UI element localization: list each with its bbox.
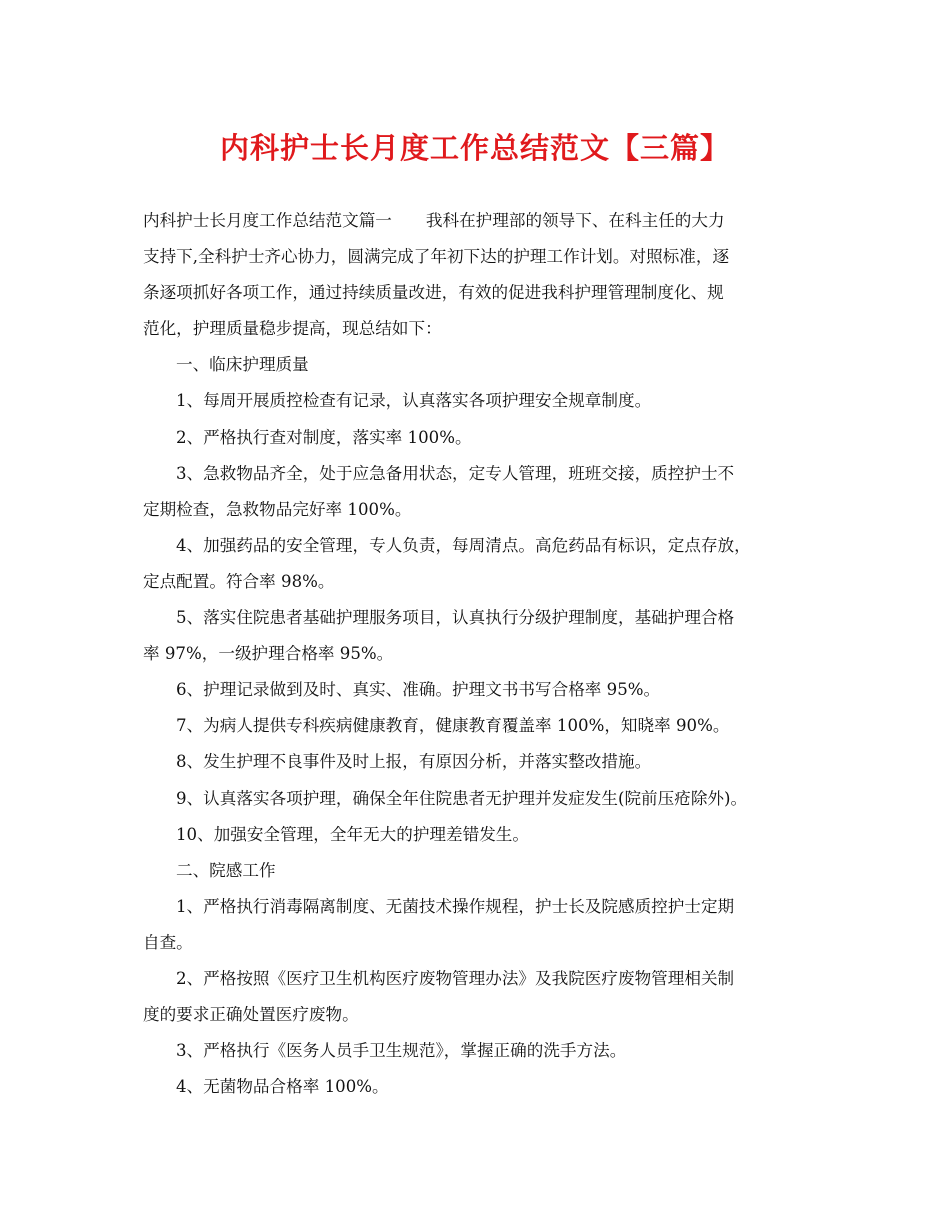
document-body: [143, 203, 813, 1105]
list-item-continuation: 定期检查，急救物品完好率 100%。: [143, 499, 412, 519]
list-item: 9、认真落实各项护理，确保全年住院患者无护理并发症发生(院前压疮除外)。: [176, 788, 748, 808]
list-item: 4、无菌物品合格率 100%。: [176, 1077, 389, 1097]
list-item: 7、为病人提供专科疾病健康教育，健康教育覆盖率 100%，知晓率 90%。: [176, 716, 730, 736]
section-heading: 二、院感工作: [176, 860, 276, 880]
list-item: 3、急救物品齐全，处于应急备用状态，定专人管理，班班交接，质控护士不: [176, 463, 735, 483]
list-item: 3、严格执行《医务人员手卫生规范》，掌握正确的洗手方法。: [176, 1041, 627, 1061]
list-item: 1、每周开展质控检查有记录，认真落实各项护理安全规章制度。: [176, 391, 652, 411]
document-title: 内科护士长月度工作总结范文【三篇】: [219, 131, 730, 165]
intro-line: 范化，护理质量稳步提高，现总结如下：: [143, 319, 442, 339]
list-item: 10、加强安全管理，全年无大的护理差错发生。: [176, 824, 529, 844]
intro-line: [143, 203, 813, 239]
intro-text: 我科在护理部的领导下、在科主任的大力: [425, 211, 725, 230]
list-item: 5、落实住院患者基础护理服务项目，认真执行分级护理制度，基础护理合格: [176, 608, 735, 628]
list-item: 1、严格执行消毒隔离制度、无菌技术操作规程，护士长及院感质控护士定期: [176, 896, 735, 916]
intro-line: 支持下,全科护士齐心协力，圆满完成了年初下达的护理工作计划。对照标准，逐: [143, 247, 730, 267]
list-item-continuation: 自查。: [143, 932, 193, 952]
list-item: 8、发生护理不良事件及时上报，有原因分析，并落实整改措施。: [176, 752, 652, 772]
section-heading: 一、临床护理质量: [176, 355, 309, 375]
list-item: 2、严格执行查对制度，落实率 100%。: [176, 427, 472, 447]
list-item-continuation: 度的要求正确处置医疗废物。: [143, 1005, 359, 1025]
intro-heading: 内科护士长月度工作总结范文篇一: [143, 211, 392, 230]
list-item: 2、严格按照《医疗卫生机构医疗废物管理办法》及我院医疗废物管理相关制: [176, 968, 735, 988]
list-item: 6、护理记录做到及时、真实、准确。护理文书书写合格率 95%。: [176, 680, 661, 700]
list-item: 4、加强药品的安全管理，专人负责，每周清点。高危药品有标识，定点存放，: [176, 535, 751, 555]
intro-line: 条逐项抓好各项工作，通过持续质量改进，有效的促进我科护理管理制度化、规: [143, 283, 724, 303]
list-item-continuation: 定点配置。符合率 98%。: [143, 571, 335, 591]
list-item-continuation: 率 97%，一级护理合格率 95%。: [143, 644, 394, 664]
